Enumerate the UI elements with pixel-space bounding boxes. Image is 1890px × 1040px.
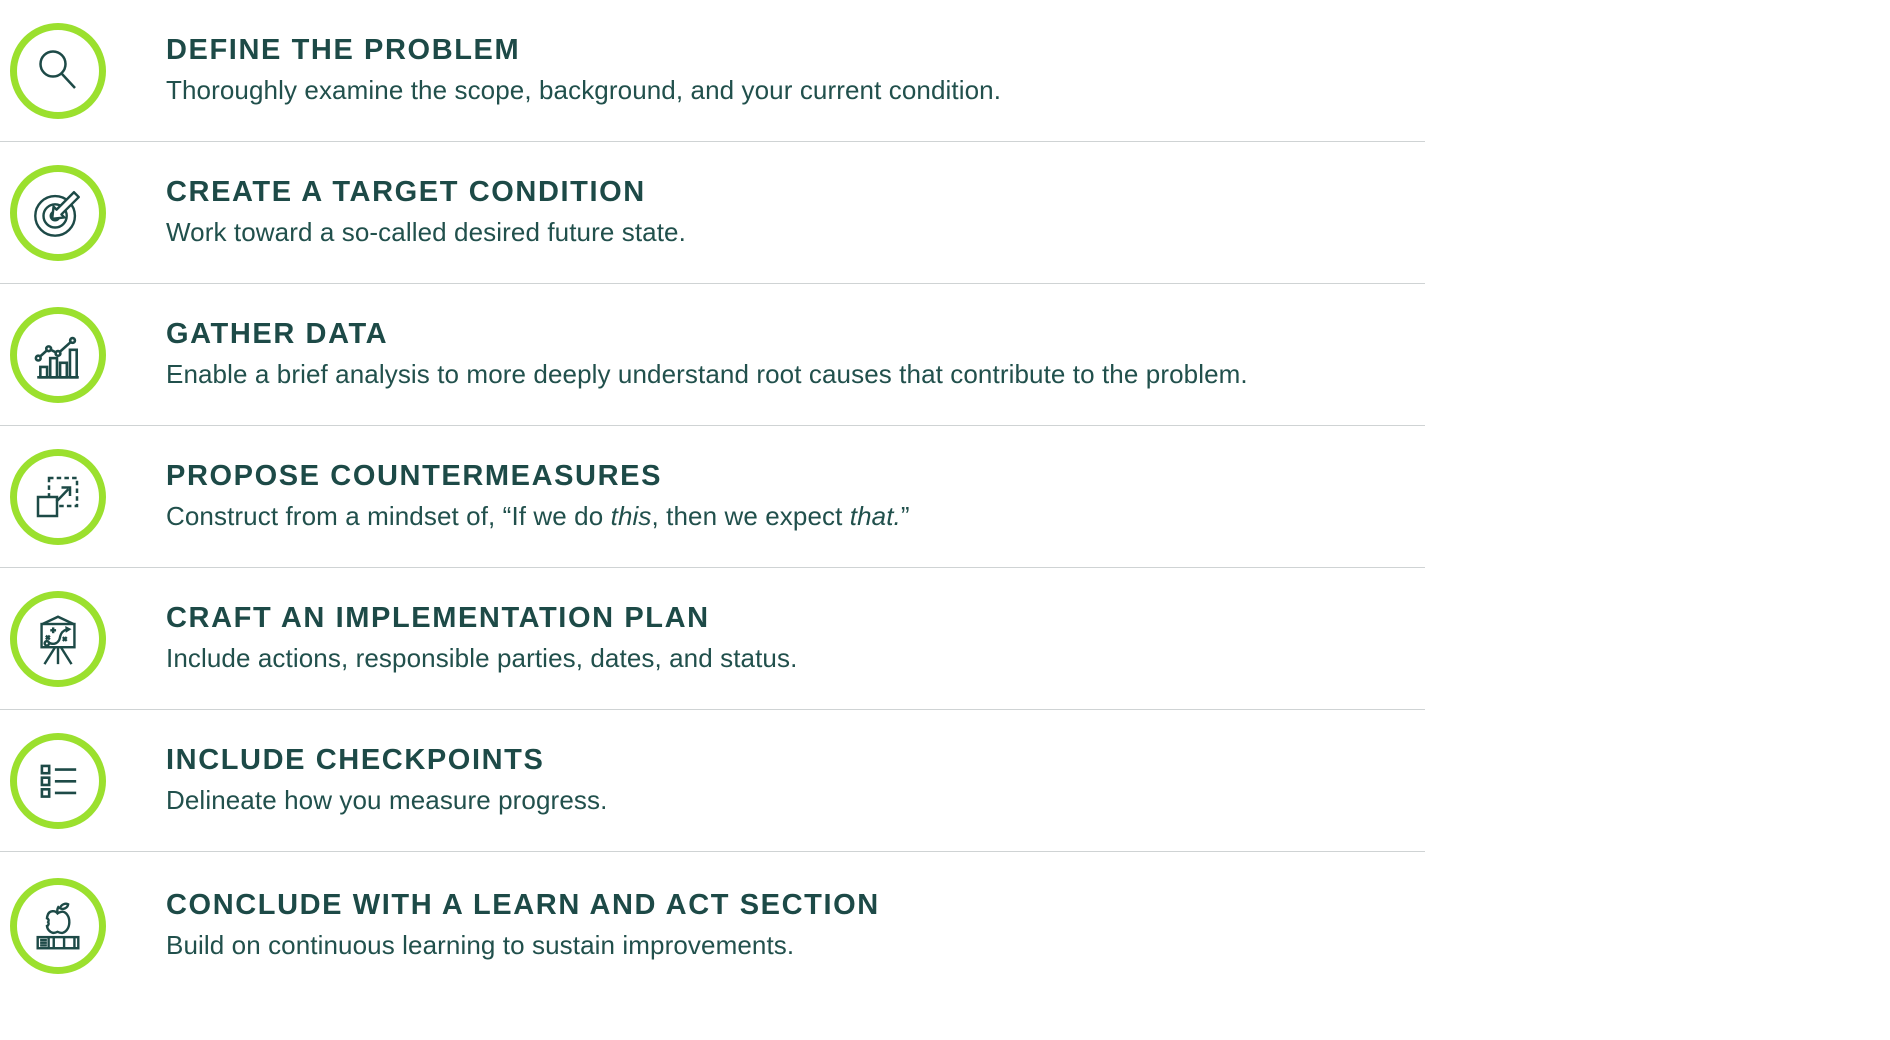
step-text [166,461,910,532]
step-propose-countermeasures [0,426,1425,568]
step-icon-circle [10,449,106,545]
step-create-a-target-condition [0,142,1425,284]
step-gather-data [0,284,1425,426]
step-text [166,603,797,674]
target-arrow-icon [29,184,87,242]
step-text [166,890,880,961]
step-description: Include actions, responsible parties, dates, and status. [166,642,798,673]
apple-books-icon [29,897,87,955]
step-description [166,500,910,533]
step-icon-circle [10,23,106,119]
bar-chart-icon [31,328,85,382]
checklist-icon [31,754,85,808]
step-title: CRAFT AN IMPLEMENTATION PLAN [166,601,710,634]
strategy-board-icon [29,610,87,668]
desc-part: ” [900,500,910,531]
step-text [166,35,1001,106]
step-icon-circle [10,307,106,403]
step-description: Build on continuous learning to sustain improvements. [166,930,795,961]
step-text [166,177,686,248]
step-title: PROPOSE COUNTERMEASURES [166,459,663,492]
step-description: Thoroughly examine the scope, background, and your current condition. [166,74,1002,105]
step-description: Enable a brief analysis to more deeply understand root causes that contribute to the problem. [166,358,1248,389]
step-description: Delineate how you measure progress. [166,784,608,815]
expand-squares-icon [32,471,84,523]
step-title: INCLUDE CHECKPOINTS [166,743,545,776]
step-icon-circle [10,165,106,261]
step-craft-an-implementation-plan [0,568,1425,710]
step-title: CONCLUDE WITH A LEARN AND ACT SECTION [166,889,880,922]
magnifier-icon [32,45,84,97]
step-description: Work toward a so-called desired future state. [166,216,686,247]
step-title: GATHER DATA [166,317,389,350]
desc-part-italic: this [610,500,652,531]
desc-part-italic: that. [849,500,901,531]
step-icon-circle [10,733,106,829]
step-icon-circle [10,591,106,687]
step-title: DEFINE THE PROBLEM [166,33,521,66]
desc-part: , then we expect [651,500,850,531]
step-title: CREATE A TARGET CONDITION [166,175,646,208]
step-define-the-problem [0,0,1425,142]
desc-part: Construct from a mindset of, “If we do [166,500,611,531]
step-icon-circle [10,878,106,974]
step-text [166,319,1248,390]
step-text [166,745,607,816]
step-conclude-with-learn-and-act [0,852,1425,1000]
step-include-checkpoints [0,710,1425,852]
